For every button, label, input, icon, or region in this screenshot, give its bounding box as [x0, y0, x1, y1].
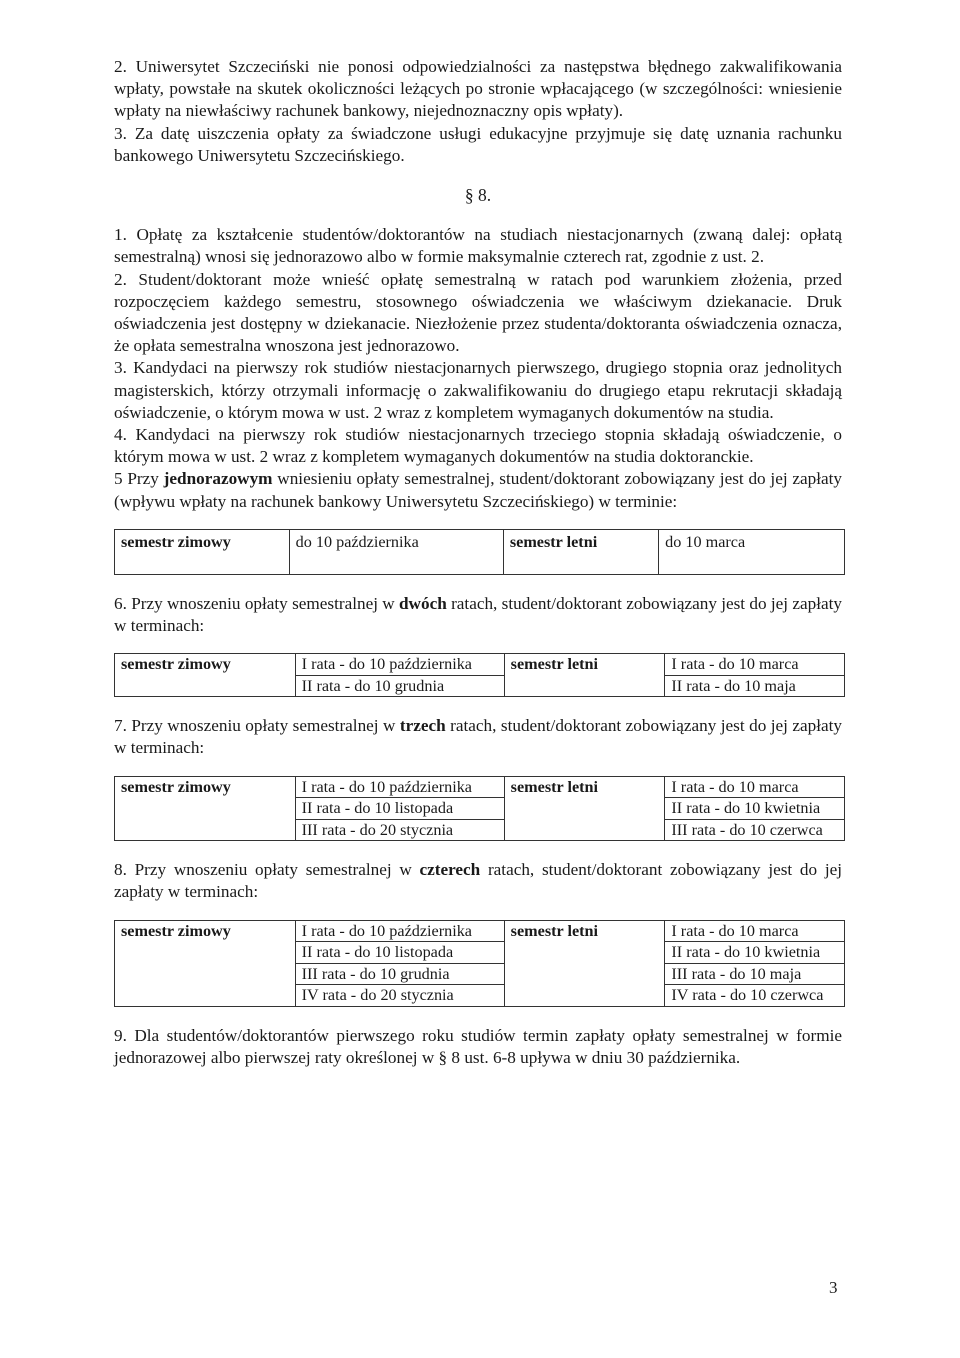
summer-installments: [665, 654, 845, 697]
paragraph-3-candidates: 3. Kandydaci na pierwszy rok studiów niestacjonarnych pierwszego, drugiego stopnia oraz jednolitych magisterskich, którzy otrzymali informację o zakwalifikowaniu do drugiego etapu rekrutacji składają oświadczenie, o którym mowa w ust. 2 wraz z kompletem wymaganych dokumentów na studia.: [114, 358, 842, 422]
installment: III rata - do 20 stycznia: [301, 820, 454, 839]
winter-installments: [295, 776, 504, 841]
semester-summer-label: semestr letni: [503, 529, 658, 574]
semester-winter-label: semestr zimowy: [115, 776, 296, 841]
paragraph-8-four-installments: 8. Przy wnoszeniu opłaty semestralnej w czterech ratach, student/doktorant zobowiązany jest do jej zapłaty w terminach:: [114, 860, 842, 902]
winter-installments: [295, 920, 504, 1006]
table-one-time-payment: [114, 529, 845, 575]
document-page: [114, 56, 842, 1069]
installment: I rata - do 10 marca: [665, 921, 844, 943]
winter-deadline: do 10 października: [289, 529, 503, 574]
installment: II rata - do 10 kwietnia: [665, 798, 844, 820]
semester-winter-label: semestr zimowy: [115, 654, 296, 697]
winter-installments: [295, 654, 504, 697]
page-number: 3: [829, 1278, 838, 1297]
semester-winter-label: semestr zimowy: [115, 920, 296, 1006]
installment: I rata - do 10 października: [296, 921, 504, 943]
installment: IV rata - do 20 stycznia: [301, 986, 454, 1005]
paragraph-2-liability: 2. Uniwersytet Szczeciński nie ponosi odpowiedzialności za następstwa błędnego zakwalifikowania wpłaty, powstałe na skutek okoliczności leżących po stronie wpłacającego (w szczególności: wniesienie wpłaty na niewłaściwy rachunek bankowy, niejednoznaczny opis wpłaty).: [114, 57, 842, 121]
paragraph-3-payment-date: 3. Za datę uiszczenia opłaty za świadczone usługi edukacyjne przyjmuje się datę uznania rachunku bankowego Uniwersytetu Szczecińskiego.: [114, 123, 842, 165]
installment: IV rata - do 10 czerwca: [671, 986, 824, 1005]
paragraph-5-one-time: 5 Przy jednorazowym wniesieniu opłaty semestralnej, student/doktorant zobowiązany jest do jej zapłaty (wpływu wpłaty na rachunek bankowy Uniwersytetu Szczecińskiego) w terminie:: [114, 469, 842, 511]
table-row: [115, 776, 845, 841]
semester-winter-label: semestr zimowy: [115, 529, 290, 574]
table-row: [115, 654, 845, 697]
paragraph-7-three-installments: 7. Przy wnoszeniu opłaty semestralnej w trzech ratach, student/doktorant zobowiązany jest do jej zapłaty w terminach:: [114, 716, 842, 758]
summer-installments: [665, 776, 845, 841]
installment: I rata - do 10 października: [296, 654, 504, 676]
installment: I rata - do 10 października: [296, 777, 504, 799]
installment: II rata - do 10 listopada: [296, 942, 504, 964]
table-two-installments: [114, 653, 845, 697]
installment: II rata - do 10 kwietnia: [665, 942, 844, 964]
paragraph-4-doctoral-candidates: 4. Kandydaci na pierwszy rok studiów niestacjonarnych trzeciego stopnia składają oświadczenie, o którym mowa w ust. 2 wraz z kompletem wymaganych dokumentów na studia doktoranckie.: [114, 425, 842, 467]
semester-summer-label: semestr letni: [504, 654, 665, 697]
table-row: [115, 920, 845, 1006]
installment: II rata - do 10 grudnia: [301, 676, 445, 695]
installment: I rata - do 10 marca: [665, 777, 844, 799]
summer-installments: [665, 920, 845, 1006]
installment: III rata - do 10 grudnia: [296, 964, 504, 986]
table-row: [115, 529, 845, 574]
paragraph-1-fee: 1. Opłatę za kształcenie studentów/doktorantów na studiach niestacjonarnych (zwaną dalej: opłatą semestralną) wnosi się jednorazowo albo w formie maksymalnie czterech rat, zgodnie z ust. 2.: [114, 225, 842, 267]
paragraph-9-first-year: 9. Dla studentów/doktorantów pierwszego roku studiów termin zapłaty opłaty semestralnej w formie jednorazowej albo pierwszej raty określonej w § 8 ust. 6-8 upływa w dniu 30 października.: [114, 1025, 842, 1067]
installment: III rata - do 10 czerwca: [671, 820, 823, 839]
table-three-installments: [114, 776, 845, 842]
semester-summer-label: semestr letni: [504, 776, 665, 841]
semester-summer-label: semestr letni: [504, 920, 665, 1006]
installment: II rata - do 10 listopada: [296, 798, 504, 820]
installment: III rata - do 10 maja: [665, 964, 844, 986]
section-heading: § 8.: [464, 185, 492, 206]
summer-deadline: do 10 marca: [659, 529, 845, 574]
table-four-installments: [114, 920, 845, 1007]
paragraph-2-installments: 2. Student/doktorant może wnieść opłatę semestralną w ratach pod warunkiem złożenia, przed rozpoczęciem każdego semestru, stosownego oświadczenia we właściwym dziekanacie. Druk oświadczenia jest dostępny w dziekanacie. Niezłożenie przez studenta/doktoranta oświadczenia oznacza, że opłata semestralna wnoszona jest jednorazowo.: [114, 269, 842, 356]
installment: I rata - do 10 marca: [665, 654, 844, 676]
installment: II rata - do 10 maja: [671, 676, 796, 695]
paragraph-6-two-installments: 6. Przy wnoszeniu opłaty semestralnej w dwóch ratach, student/doktorant zobowiązany jest do jej zapłaty w terminach:: [114, 593, 842, 636]
